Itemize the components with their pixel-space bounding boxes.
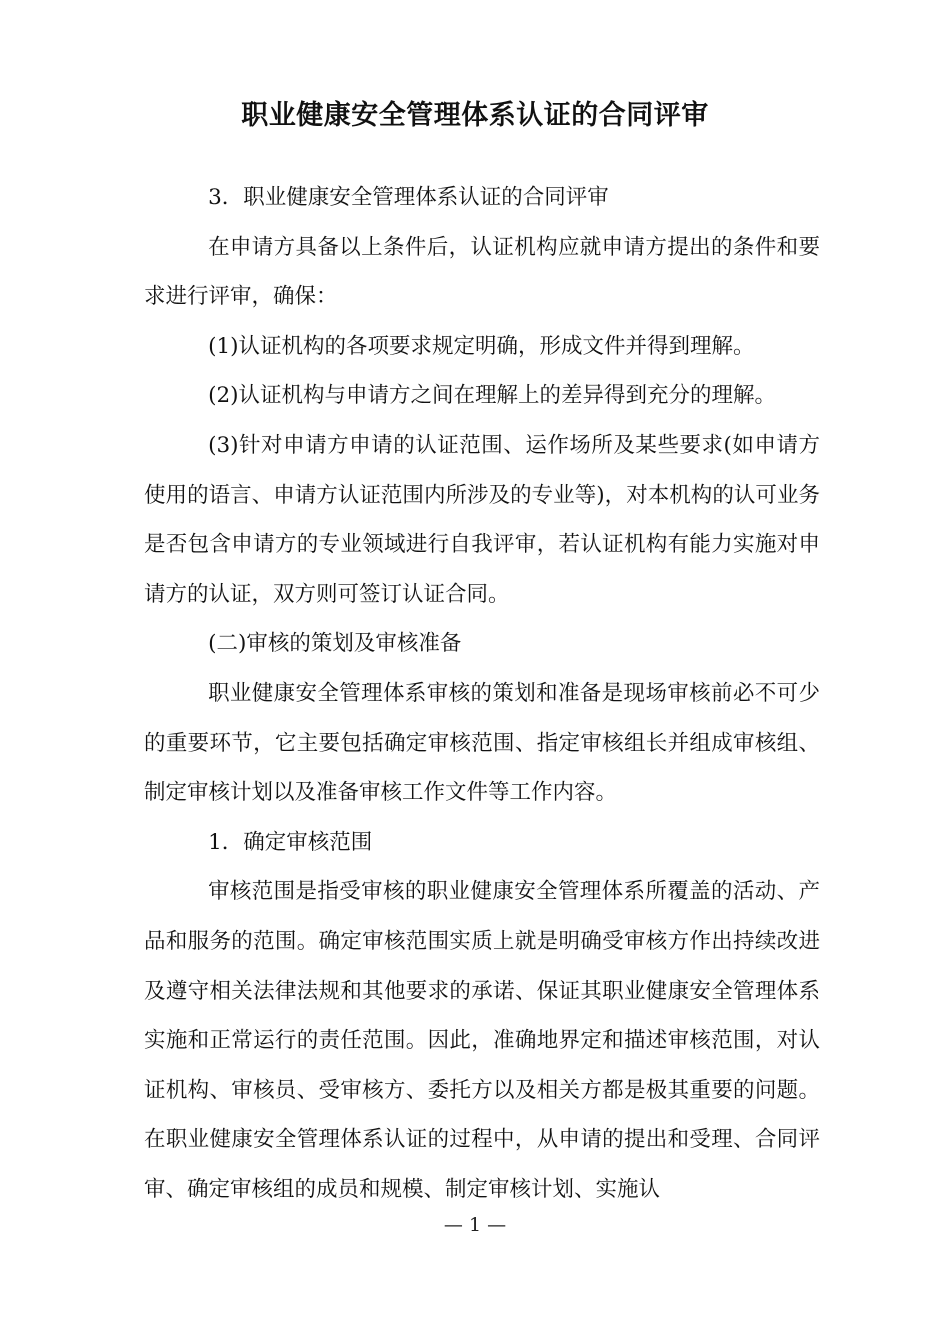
paragraph: (二)审核的策划及审核准备 bbox=[208, 631, 462, 657]
paragraph: 在申请方具备以上条件后，认证机构应就申请方提出的条件和要求进行评审，确保： bbox=[144, 234, 820, 310]
paragraph: 1．确定审核范围 bbox=[208, 829, 373, 855]
page-number: — 1 — bbox=[443, 1214, 507, 1236]
paragraph: (3)针对申请方申请的认证范围、运作场所及某些要求(如申请方使用的语言、申请方认证范围内所涉及的专业等)，对本机构的认可业务是否包含申请方的专业领域进行自我评审，若认证机构有能力实施对申请方的认证，双方则可签订认证合同。 bbox=[144, 432, 820, 607]
paragraph: 3．职业健康安全管理体系认证的合同评审 bbox=[208, 185, 609, 210]
paragraph: (2)认证机构与申请方之间在理解上的差异得到充分的理解。 bbox=[208, 383, 777, 409]
document-title: 职业健康安全管理体系认证的合同评审 bbox=[241, 100, 709, 131]
paragraph: 审核范围是指受审核的职业健康安全管理体系所覆盖的活动、产品和服务的范围。确定审核范围实质上就是明确受审核方作出持续改进及遵守相关法律法规和其他要求的承诺、保证其职业健康安全管理体系实施和正常运行的责任范围。因此，准确地界定和描述审核范围，对认证机构、审核员、受审核方、委托方以及相关方都是极其重要的问题。在职业健康安全管理体系认证的过程中，从申请的提出和受理、合同评审、确定审核组的成员和规模、制定审核计划、实施认 bbox=[144, 879, 820, 1202]
document-body bbox=[144, 173, 820, 1214]
paragraph: 职业健康安全管理体系审核的策划和准备是现场审核前必不可少的重要环节，它主要包括确定审核范围、指定审核组长并组成审核组、制定审核计划以及准备审核工作文件等工作内容。 bbox=[144, 680, 820, 806]
paragraph: (1)认证机构的各项要求规定明确，形成文件并得到理解。 bbox=[208, 333, 755, 359]
